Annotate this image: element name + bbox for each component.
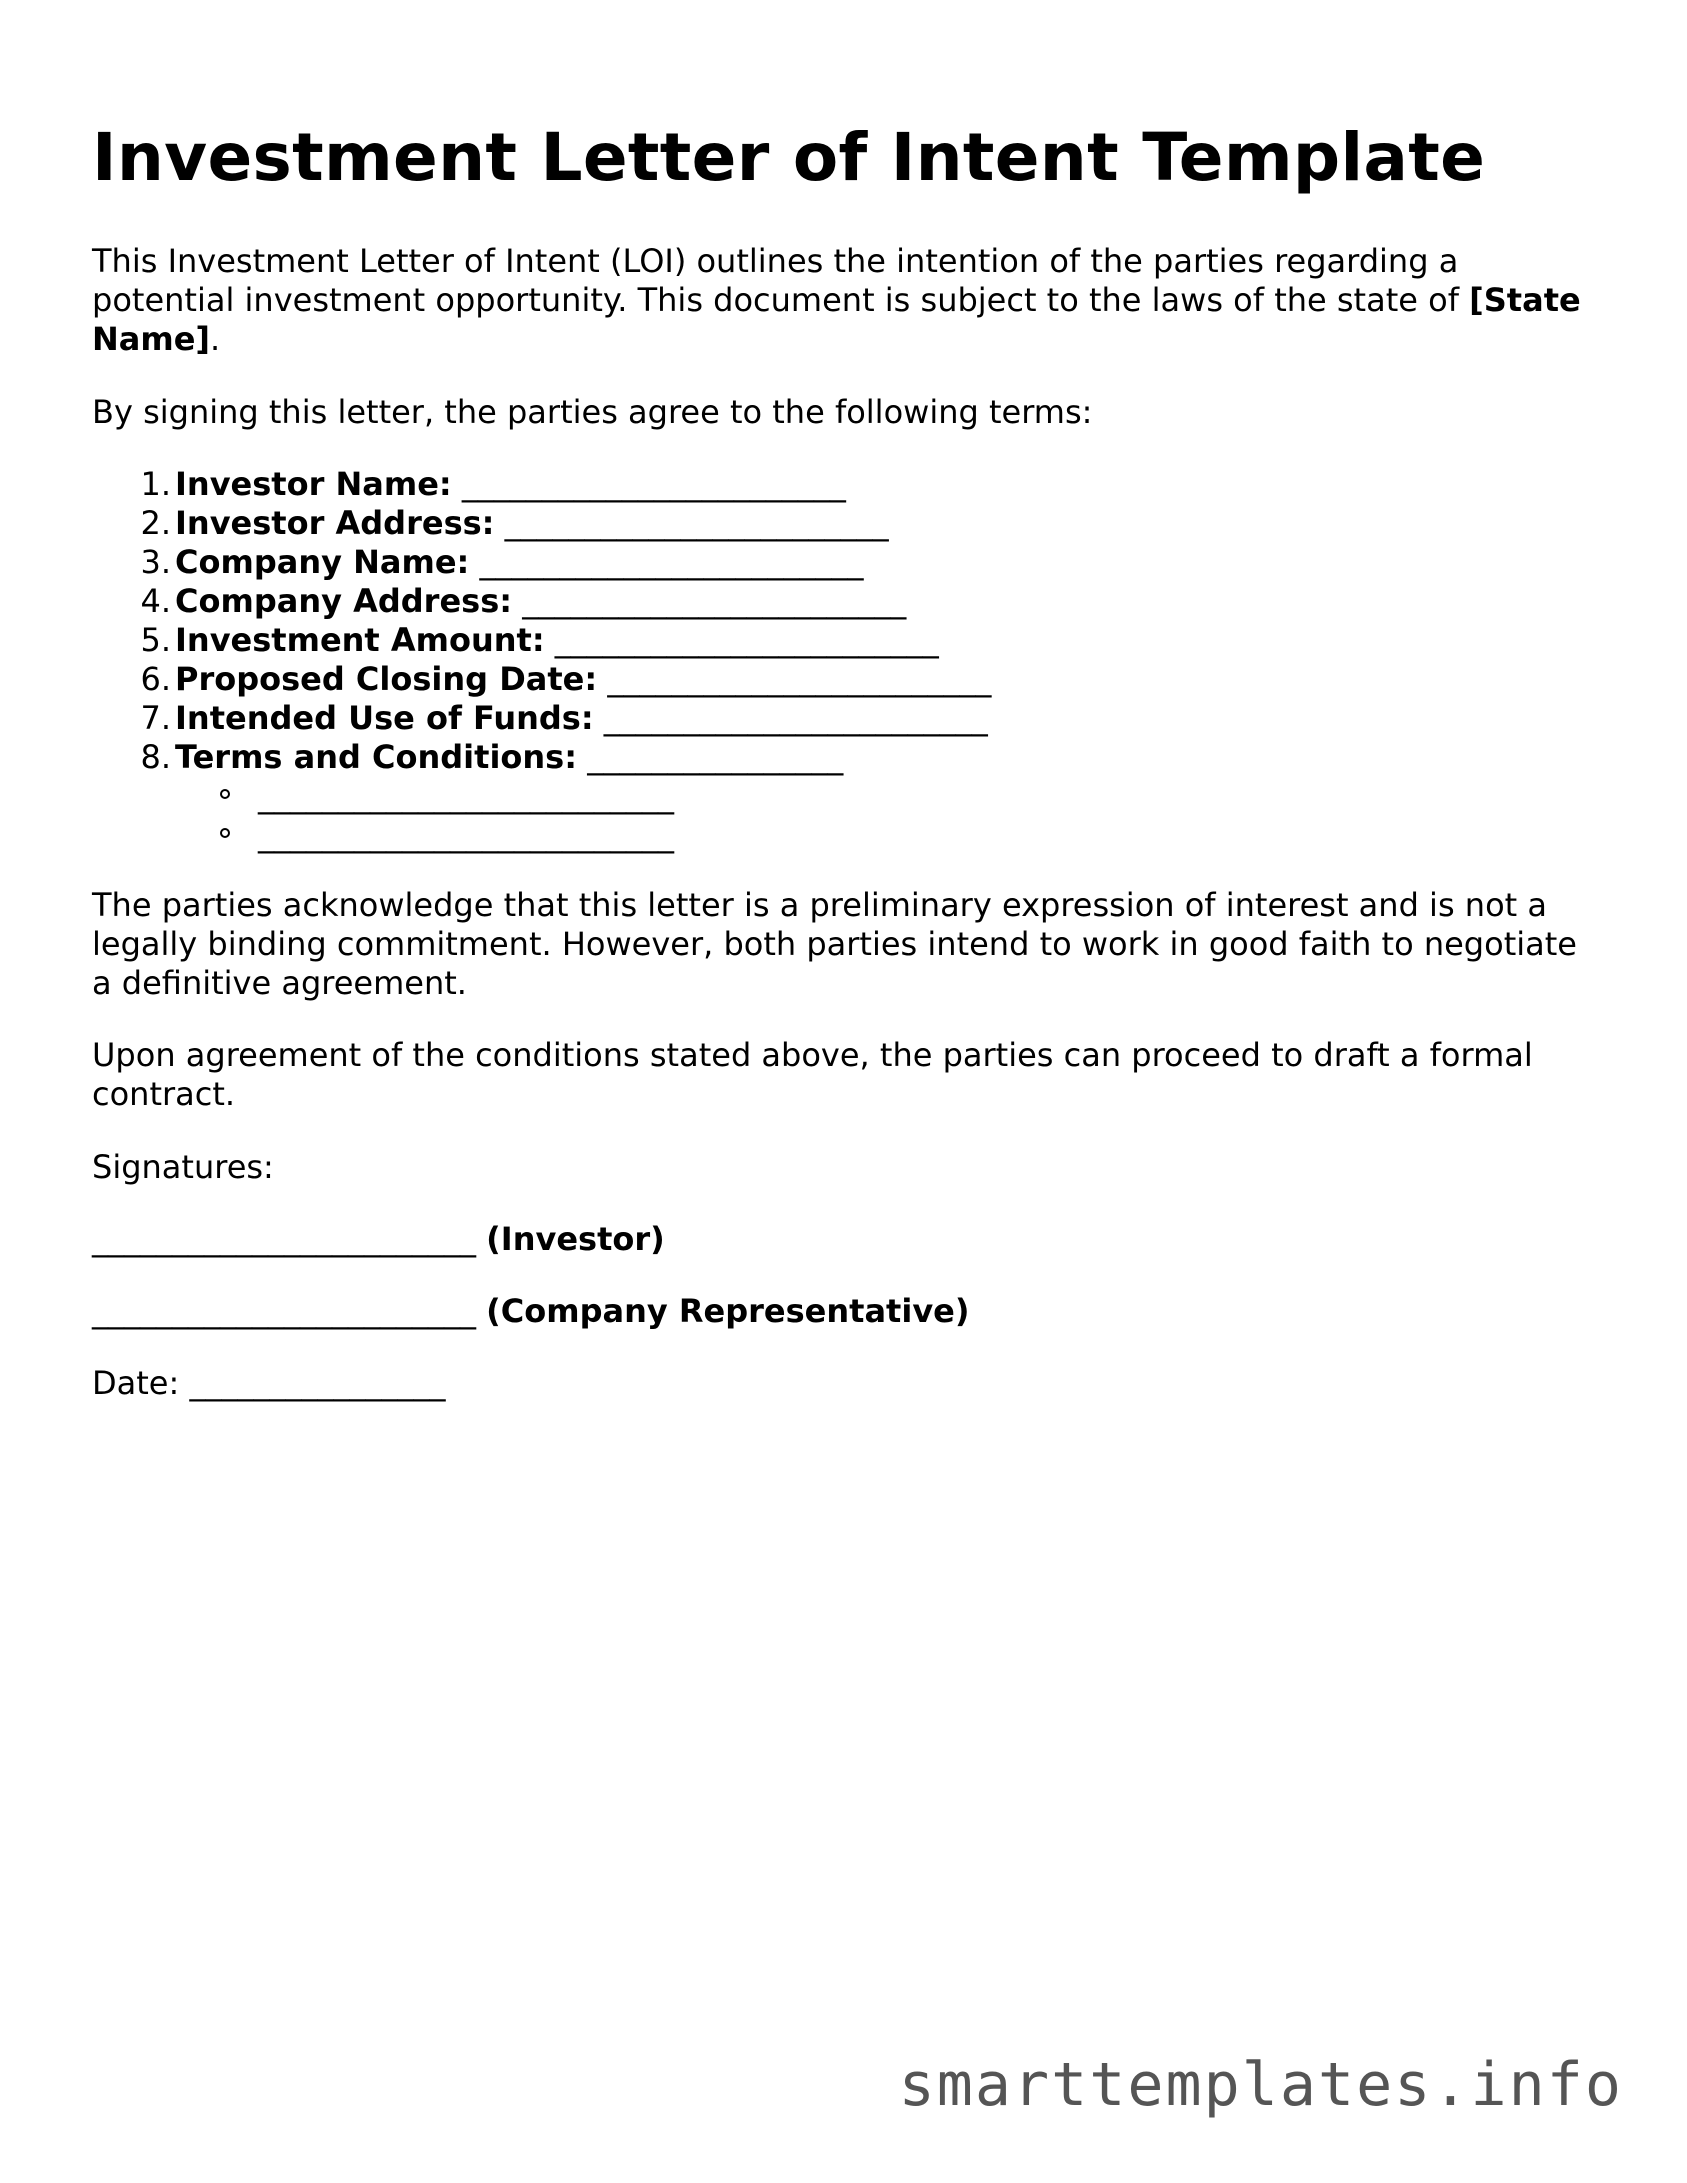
- term-blank: ________________________: [461, 465, 846, 503]
- agree-paragraph: By signing this letter, the parties agree to the following terms:: [92, 393, 1093, 431]
- document-title: Investment Letter of Intent Template: [92, 119, 1486, 196]
- term-label: Investment Amount:: [175, 621, 545, 659]
- term-item-use-of-funds: [140, 699, 991, 738]
- term-label: Company Address:: [175, 582, 513, 620]
- sub-term-blank: __________________________: [258, 816, 674, 854]
- term-number: 7.: [140, 699, 171, 737]
- term-blank: ________________________: [522, 582, 907, 620]
- term-blank: ________________________: [607, 660, 992, 698]
- intro-paragraph: [92, 242, 1602, 359]
- signature-blank: ________________________: [92, 1292, 476, 1330]
- term-number: 8.: [140, 738, 171, 776]
- term-number: 4.: [140, 582, 171, 620]
- intro-text-end: .: [210, 320, 221, 358]
- acknowledge-paragraph: The parties acknowledge that this letter is a preliminary expression of interest and is not a legally binding commitment. However, both parties intend to work in good faith to negotiate a definitive agreement.: [92, 886, 1577, 1002]
- signature-role: (Investor): [486, 1220, 665, 1258]
- term-item-company-address: [140, 582, 991, 621]
- sub-term-blank: __________________________: [258, 777, 674, 815]
- date-line: [92, 1364, 445, 1403]
- term-blank: ________________________: [554, 621, 939, 659]
- term-blank: ________________________: [603, 699, 988, 737]
- term-item-investor-address: [140, 504, 991, 543]
- term-item-investor-name: [140, 465, 991, 504]
- term-number: 6.: [140, 660, 171, 698]
- term-blank: ________________________: [479, 543, 864, 581]
- date-blank: ________________: [189, 1364, 446, 1402]
- terms-list: [92, 465, 991, 855]
- signatures-label: Signatures:: [92, 1148, 274, 1186]
- term-item-company-name: [140, 543, 991, 582]
- term-item-investment-amount: [140, 621, 991, 660]
- term-blank: ________________________: [504, 504, 889, 542]
- term-number: 2.: [140, 504, 171, 542]
- circle-bullet-icon: [220, 789, 230, 799]
- term-label: Proposed Closing Date:: [175, 660, 598, 698]
- term-label: Intended Use of Funds:: [175, 699, 594, 737]
- term-number: 5.: [140, 621, 171, 659]
- term-label: Investor Name:: [175, 465, 452, 503]
- signature-role: (Company Representative): [486, 1292, 970, 1330]
- term-blank: ________________: [587, 738, 844, 776]
- term-label: Terms and Conditions:: [175, 738, 578, 776]
- circle-bullet-icon: [220, 828, 230, 838]
- intro-text: This Investment Letter of Intent (LOI) outlines the intention of the parties regarding a potential investment opportunity. This document is subject to the laws of the state of: [92, 242, 1470, 319]
- investor-signature-line: [92, 1220, 665, 1259]
- sub-terms-list: [175, 777, 991, 855]
- state-name-placeholder: [State Name]: [92, 281, 1581, 358]
- watermark: smarttemplates.info: [898, 2050, 1623, 2120]
- term-item-closing-date: [140, 660, 992, 699]
- term-number: 1.: [140, 465, 171, 503]
- date-label: Date:: [92, 1364, 180, 1402]
- signature-blank: ________________________: [92, 1220, 476, 1258]
- company-signature-line: [92, 1292, 970, 1331]
- term-number: 3.: [140, 543, 171, 581]
- term-label: Investor Address:: [175, 504, 495, 542]
- term-label: Company Name:: [175, 543, 470, 581]
- term-item-terms-and-conditions: [140, 738, 991, 855]
- sub-term-item: [258, 816, 991, 855]
- upon-agreement-paragraph: Upon agreement of the conditions stated above, the parties can proceed to draft a formal contract.: [92, 1036, 1533, 1113]
- sub-term-item: [258, 777, 991, 816]
